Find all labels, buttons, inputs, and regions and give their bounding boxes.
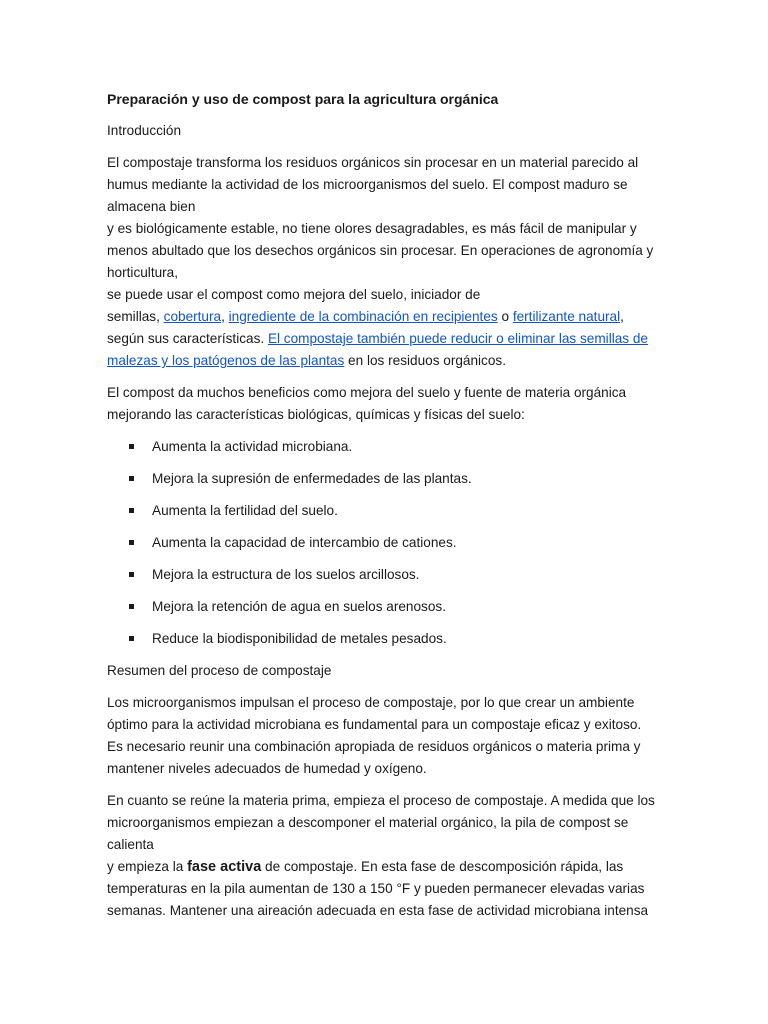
- process-paragraph: [107, 692, 667, 780]
- list-item-text: Aumenta la capacidad de intercambio de cationes.: [152, 535, 457, 550]
- document-page: [107, 88, 667, 932]
- text-fragment: en los residuos orgánicos.: [344, 353, 506, 368]
- document-title: Preparación y uso de compost para la agricultura orgánica: [107, 91, 499, 107]
- text-line: El compost da muchos beneficios como mejora del suelo y fuente de materia orgánica: [107, 385, 627, 400]
- square-bullet-icon: [129, 476, 134, 481]
- text-line: Es necesario reunir una combinación apropiada de residuos orgánicos o materia prima y: [107, 739, 641, 754]
- list-item-text: Aumenta la fertilidad del suelo.: [152, 503, 338, 518]
- summary-heading: Resumen del proceso de compostaje: [107, 663, 332, 678]
- link-fertilizante-natural[interactable]: fertilizante natural: [512, 309, 621, 324]
- text-fragment: según sus características.: [107, 331, 268, 346]
- text-line: semanas. Mantener una aireación adecuada en esta fase de actividad microbiana intensa: [107, 903, 649, 918]
- list-item-text: Reduce la biodisponibilidad de metales pesados.: [152, 631, 447, 646]
- link-cobertura[interactable]: cobertura: [163, 309, 222, 324]
- text-line: humus mediante la actividad de los microorganismos del suelo. El compost maduro se: [107, 177, 628, 192]
- text-line: El compostaje transforma los residuos orgánicos sin procesar en un material parecido al: [107, 155, 639, 170]
- square-bullet-icon: [129, 444, 134, 449]
- list-item: [107, 468, 667, 490]
- text-line: almacena bien: [107, 199, 196, 214]
- text-fragment: y empieza la: [107, 859, 188, 874]
- square-bullet-icon: [129, 636, 134, 641]
- text-line: mantener niveles adecuados de humedad y oxígeno.: [107, 761, 427, 776]
- square-bullet-icon: [129, 540, 134, 545]
- list-item-text: Mejora la estructura de los suelos arcillosos.: [152, 567, 420, 582]
- text-fragment: ,: [620, 309, 624, 324]
- text-line: Los microorganismos impulsan el proceso de compostaje, por lo que crear un ambiente: [107, 695, 635, 710]
- list-item: [107, 628, 667, 650]
- benefits-intro-paragraph: [107, 382, 667, 426]
- text-line: temperaturas en la pila aumentan de 130 a 150 °F y pueden permanecer elevadas varias: [107, 881, 645, 896]
- text-line: horticultura,: [107, 265, 179, 280]
- benefits-list: [107, 436, 667, 650]
- text-line: microorganismos empiezan a descomponer el material orgánico, la pila de compost se: [107, 815, 629, 830]
- intro-heading: Introducción: [107, 123, 182, 138]
- link-ingrediente-combinacion[interactable]: ingrediente de la combinación en recipientes: [228, 309, 498, 324]
- text-fragment: semillas,: [107, 309, 164, 324]
- intro-paragraph: [107, 152, 667, 372]
- text-line: menos abultado que los desechos orgánicos sin procesar. En operaciones de agronomía y: [107, 243, 654, 258]
- list-item-text: Mejora la retención de agua en suelos arenosos.: [152, 599, 446, 614]
- text-line: se puede usar el compost como mejora del suelo, iniciador de: [107, 287, 481, 302]
- text-fragment: ,: [221, 309, 229, 324]
- list-item-text: Mejora la supresión de enfermedades de las plantas.: [152, 471, 472, 486]
- text-line: mejorando las características biológicas, químicas y físicas del suelo:: [107, 407, 525, 422]
- text-fragment: o: [497, 309, 513, 324]
- text-line: óptimo para la actividad microbiana es fundamental para un compostaje eficaz y exitoso.: [107, 717, 642, 732]
- text-line: En cuanto se reúne la materia prima, empieza el proceso de compostaje. A medida que los: [107, 793, 655, 808]
- square-bullet-icon: [129, 508, 134, 513]
- list-item-text: Aumenta la actividad microbiana.: [152, 439, 353, 454]
- list-item: [107, 500, 667, 522]
- text-line: y es biológicamente estable, no tiene olores desagradables, es más fácil de manipular y: [107, 221, 637, 236]
- text-fragment: de compostaje. En esta fase de descomposición rápida, las: [261, 859, 624, 874]
- bold-term-fase-activa: fase activa: [187, 859, 262, 875]
- square-bullet-icon: [129, 604, 134, 609]
- text-line: calienta: [107, 837, 154, 852]
- list-item: [107, 532, 667, 554]
- square-bullet-icon: [129, 572, 134, 577]
- link-reducir-semillas-malezas[interactable]: El compostaje también puede reducir o eliminar las semillas de malezas y los patógenos de las plantas: [107, 331, 648, 368]
- list-item: [107, 436, 667, 458]
- active-phase-paragraph: [107, 790, 667, 922]
- list-item: [107, 564, 667, 586]
- list-item: [107, 596, 667, 618]
